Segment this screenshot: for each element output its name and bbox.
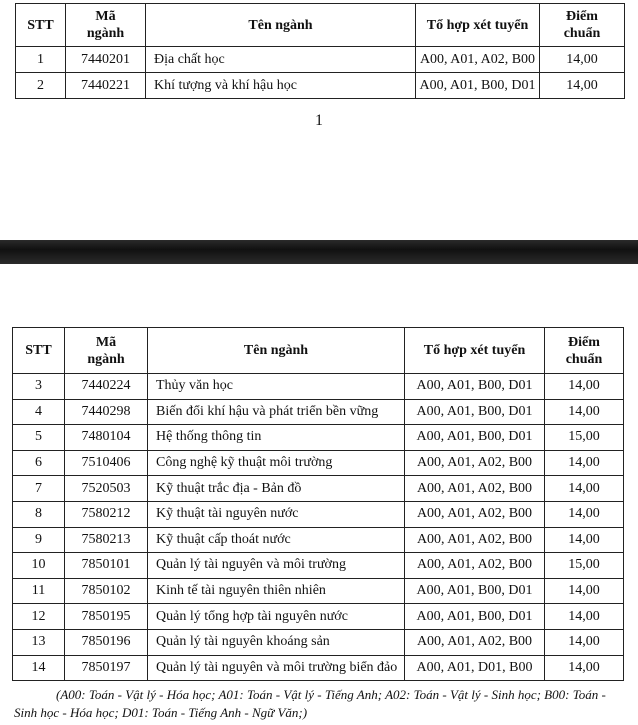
- cell-stt: 10: [13, 553, 65, 579]
- cell-diem: 14,00: [540, 47, 625, 73]
- cell-to-hop: A00, A01, B00, D01: [405, 425, 545, 451]
- table-row: [13, 450, 624, 476]
- cell-ten-nganh: Kỹ thuật trắc địa - Bản đồ: [148, 476, 405, 502]
- header-ten-nganh: Tên ngành: [148, 328, 405, 374]
- cell-to-hop: A00, A01, A02, B00: [405, 527, 545, 553]
- cell-diem: 14,00: [545, 629, 624, 655]
- cell-to-hop: A00, A01, B00, D01: [405, 374, 545, 400]
- cell-to-hop: A00, A01, B00, D01: [405, 399, 545, 425]
- cell-ten-nganh: Quản lý tài nguyên khoáng sản: [148, 629, 405, 655]
- cell-ten-nganh: Kỹ thuật cấp thoát nước: [148, 527, 405, 553]
- table-row: [13, 476, 624, 502]
- cell-to-hop: A00, A01, B00, D01: [416, 73, 540, 99]
- page-separator: [0, 240, 638, 264]
- cell-stt: 3: [13, 374, 65, 400]
- cell-stt: 1: [16, 47, 66, 73]
- cell-diem: 15,00: [545, 425, 624, 451]
- header-to-hop: Tổ hợp xét tuyển: [416, 4, 540, 47]
- cell-ten-nganh: Quản lý tài nguyên và môi trường biển đảo: [148, 655, 405, 681]
- cell-ma-nganh: 7480104: [65, 425, 148, 451]
- cell-ten-nganh: Công nghệ kỹ thuật môi trường: [148, 450, 405, 476]
- cell-diem: 14,00: [545, 450, 624, 476]
- cell-stt: 14: [13, 655, 65, 681]
- cell-diem: 14,00: [545, 476, 624, 502]
- cell-diem: 14,00: [545, 399, 624, 425]
- cell-to-hop: A00, A01, A02, B00: [405, 501, 545, 527]
- header-stt: STT: [16, 4, 66, 47]
- table-row: [13, 553, 624, 579]
- table-body: [13, 374, 624, 681]
- header-diem-chuan: Điểm chuẩn: [545, 328, 624, 374]
- cell-stt: 6: [13, 450, 65, 476]
- page-number: 1: [315, 112, 323, 129]
- cell-diem: 14,00: [545, 578, 624, 604]
- cell-stt: 11: [13, 578, 65, 604]
- cell-ten-nganh: Biến đổi khí hậu và phát triển bền vững: [148, 399, 405, 425]
- cell-to-hop: A00, A01, A02, B00: [416, 47, 540, 73]
- table-row: [13, 578, 624, 604]
- table-row: [16, 73, 625, 99]
- table-row: [13, 374, 624, 400]
- header-stt: STT: [13, 328, 65, 374]
- cell-to-hop: A00, A01, A02, B00: [405, 476, 545, 502]
- cell-diem: 14,00: [545, 604, 624, 630]
- cell-diem: 15,00: [545, 553, 624, 579]
- cell-to-hop: A00, A01, D01, B00: [405, 655, 545, 681]
- header-diem-chuan: Điểm chuẩn: [540, 4, 625, 47]
- cell-diem: 14,00: [545, 655, 624, 681]
- cell-to-hop: A00, A01, B00, D01: [405, 604, 545, 630]
- table-row: [13, 501, 624, 527]
- cell-ma-nganh: 7440298: [65, 399, 148, 425]
- cell-diem: 14,00: [545, 527, 624, 553]
- cell-ten-nganh: Khí tượng và khí hậu học: [146, 73, 416, 99]
- table-header-row: [13, 328, 624, 374]
- header-ten-nganh: Tên ngành: [146, 4, 416, 47]
- cell-ma-nganh: 7440224: [65, 374, 148, 400]
- cell-ten-nganh: Quản lý tài nguyên và môi trường: [148, 553, 405, 579]
- cell-ma-nganh: 7580213: [65, 527, 148, 553]
- cell-stt: 5: [13, 425, 65, 451]
- cell-diem: 14,00: [545, 374, 624, 400]
- admission-table-page2: [12, 327, 624, 681]
- cell-to-hop: A00, A01, A02, B00: [405, 629, 545, 655]
- cell-stt: 13: [13, 629, 65, 655]
- cell-diem: 14,00: [540, 73, 625, 99]
- cell-stt: 8: [13, 501, 65, 527]
- cell-stt: 4: [13, 399, 65, 425]
- cell-ma-nganh: 7440201: [66, 47, 146, 73]
- footnote: (A00: Toán - Vật lý - Hóa học; A01: Toán - Vật lý - Tiếng Anh; A02: Toán - Vật lý - Sinh học; B00: Toán - Sinh học - Hóa học; D01: Toán - Tiếng Anh - Ngữ Văn;): [14, 687, 606, 720]
- table-header-row: [16, 4, 625, 47]
- cell-ten-nganh: Kinh tế tài nguyên thiên nhiên: [148, 578, 405, 604]
- table-row: [13, 655, 624, 681]
- header-ma-nganh: Mã ngành: [66, 4, 146, 47]
- header-ma-nganh: Mã ngành: [65, 328, 148, 374]
- table-row: [16, 47, 625, 73]
- table-row: [13, 527, 624, 553]
- cell-stt: 2: [16, 73, 66, 99]
- cell-diem: 14,00: [545, 501, 624, 527]
- cell-stt: 9: [13, 527, 65, 553]
- cell-ma-nganh: 7850101: [65, 553, 148, 579]
- cell-ma-nganh: 7850196: [65, 629, 148, 655]
- table-row: [13, 604, 624, 630]
- cell-ma-nganh: 7850195: [65, 604, 148, 630]
- cell-stt: 12: [13, 604, 65, 630]
- cell-ma-nganh: 7510406: [65, 450, 148, 476]
- cell-to-hop: A00, A01, A02, B00: [405, 553, 545, 579]
- table-row: [13, 399, 624, 425]
- table-row: [13, 629, 624, 655]
- cell-ten-nganh: Kỹ thuật tài nguyên nước: [148, 501, 405, 527]
- cell-ma-nganh: 7580212: [65, 501, 148, 527]
- cell-to-hop: A00, A01, B00, D01: [405, 578, 545, 604]
- admission-table-page1: [15, 3, 625, 99]
- table-row: [13, 425, 624, 451]
- cell-ten-nganh: Thủy văn học: [148, 374, 405, 400]
- cell-ten-nganh: Hệ thống thông tin: [148, 425, 405, 451]
- cell-ten-nganh: Quản lý tổng hợp tài nguyên nước: [148, 604, 405, 630]
- cell-to-hop: A00, A01, A02, B00: [405, 450, 545, 476]
- cell-ma-nganh: 7520503: [65, 476, 148, 502]
- cell-stt: 7: [13, 476, 65, 502]
- document-page-top: [0, 0, 638, 240]
- cell-ten-nganh: Địa chất học: [146, 47, 416, 73]
- cell-ma-nganh: 7850197: [65, 655, 148, 681]
- header-to-hop: Tổ hợp xét tuyển: [405, 328, 545, 374]
- cell-ma-nganh: 7440221: [66, 73, 146, 99]
- cell-ma-nganh: 7850102: [65, 578, 148, 604]
